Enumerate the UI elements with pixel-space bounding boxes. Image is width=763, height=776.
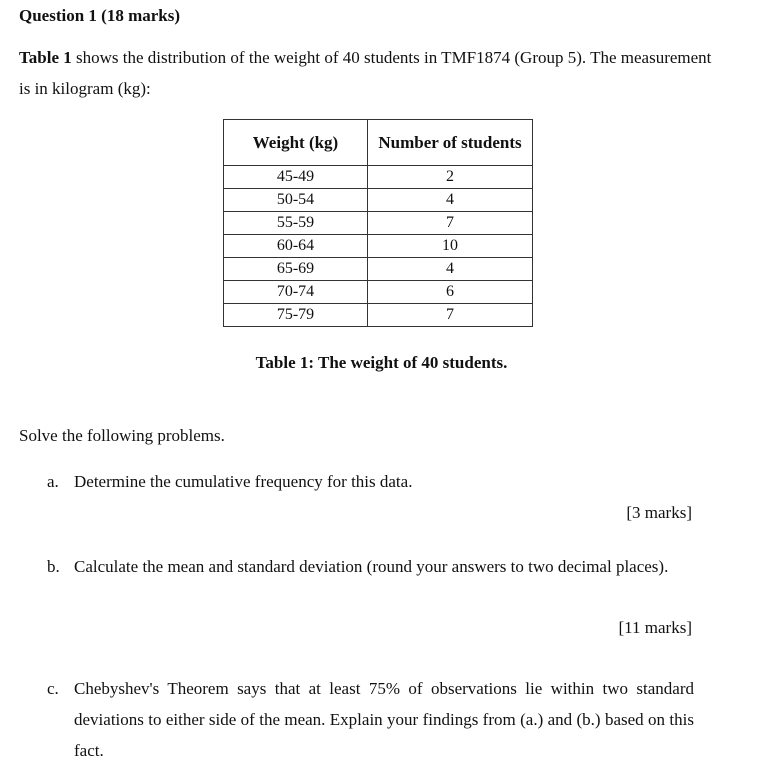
weight-cell: 65-69 [224, 258, 368, 281]
item-a-marks: [3 marks] [626, 503, 692, 522]
count-cell: 4 [368, 258, 533, 281]
item-a-text: Determine the cumulative frequency for this data. [74, 472, 413, 491]
weight-cell: 75-79 [224, 304, 368, 327]
weight-cell: 60-64 [224, 235, 368, 258]
table-header-row [224, 120, 533, 166]
item-b-marker: b. [47, 557, 60, 576]
intro-table-reference: Table 1 [19, 48, 72, 67]
header-weight: Weight (kg) [224, 120, 368, 166]
weight-cell: 50-54 [224, 189, 368, 212]
table-caption-text: Table 1: The weight of 40 students. [255, 353, 508, 372]
table-caption [0, 352, 763, 374]
table-row [224, 304, 533, 327]
intro-paragraph [19, 42, 719, 104]
question-title: Question 1 (18 marks) [19, 6, 181, 25]
header-number-of-students: Number of students [368, 120, 533, 166]
intro-text: shows the distribution of the weight of 40 students in TMF1874 (Group 5). The measurement is in kilogram (kg): [19, 48, 712, 98]
table-row [224, 212, 533, 235]
table-row [224, 235, 533, 258]
problems-instructions: Solve the following problems. [19, 426, 225, 445]
weight-cell: 70-74 [224, 281, 368, 304]
item-c-marker: c. [47, 679, 59, 698]
item-a-marker: a. [47, 472, 59, 491]
weight-cell: 45-49 [224, 166, 368, 189]
table-row [224, 258, 533, 281]
count-cell: 6 [368, 281, 533, 304]
table-row [224, 189, 533, 212]
item-b-text: Calculate the mean and standard deviation (round your answers to two decimal places). [74, 557, 669, 576]
weight-distribution-table [223, 119, 533, 327]
item-c-text: Chebyshev's Theorem says that at least 75% of observations lie within two standard deviations to either side of the mean. Explain your findings from (a.) and (b.) based on this fact. [74, 679, 694, 760]
count-cell: 2 [368, 166, 533, 189]
table-row [224, 281, 533, 304]
count-cell: 4 [368, 189, 533, 212]
item-b-marks: [11 marks] [618, 618, 692, 637]
count-cell: 7 [368, 212, 533, 235]
table-row [224, 166, 533, 189]
count-cell: 7 [368, 304, 533, 327]
count-cell: 10 [368, 235, 533, 258]
weight-cell: 55-59 [224, 212, 368, 235]
